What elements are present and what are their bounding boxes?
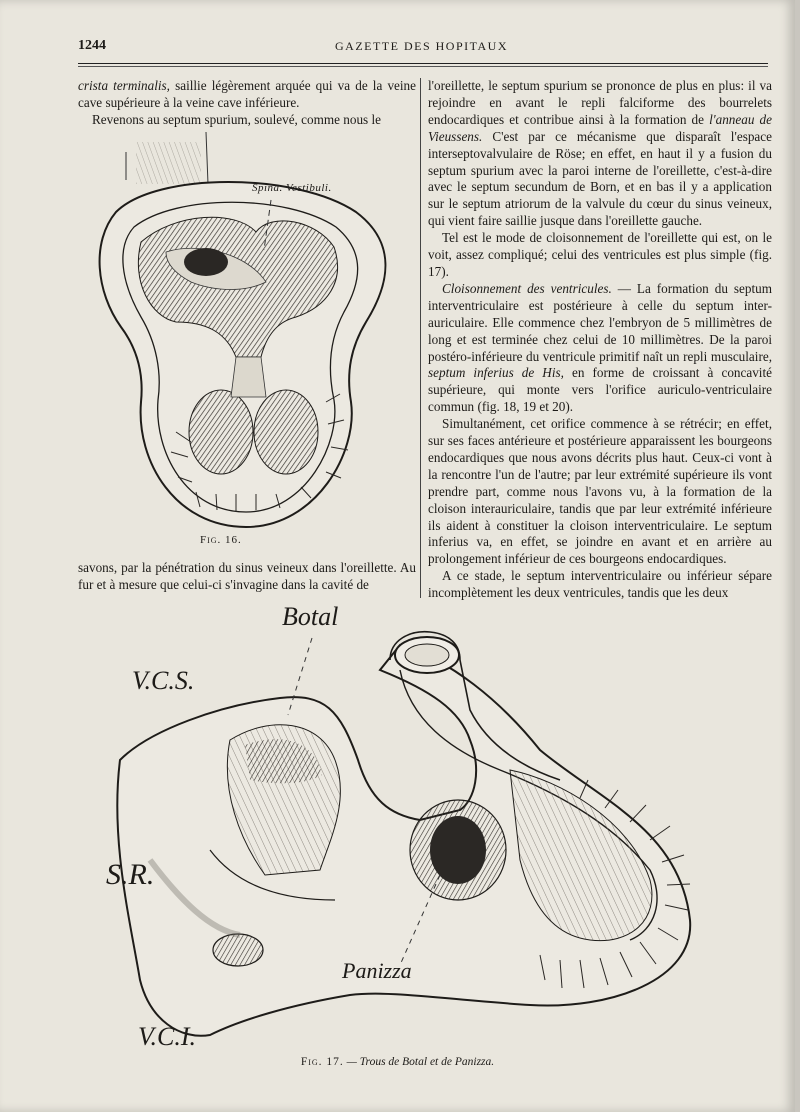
figure-17-label-panizza: Panizza [342,958,412,983]
figure-17-label-vcs: V.C.S. [132,666,195,695]
section-heading-cloisonnement: Cloisonnement des ventricules. [442,280,612,296]
paragraph-savons: savons, par la pénétration du sinus veineux dans l'oreillette. Au fur et à mesure que celui-ci s'invagine dans la cavité de [78,560,416,592]
right-column [428,78,772,602]
paragraph-text: — La formation du septum interventriculaire est postérieure à celle du septum inter-auriculaire. Elle commence chez l'embryon de 5 millimètres de long et est terminée chez celui de 10 millimètres. De la paroi postéro-inférieure du ventricule primitif naît un repli musculaire, [428,280,772,364]
paragraph-text: l'oreillette, le septum spurium se prononce de plus en plus: il va rejoindre en avant le repli falciforme des bourrelets endocardiques et contribue ainsi à la formation de [428,78,772,127]
figure-17-label-botal: Botal [282,602,339,631]
figure-17-caption-text: — Trous de Botal et de Panizza. [343,1056,495,1068]
figure-16-heart-drawing [96,132,396,532]
paragraph-oreillette [428,78,772,230]
paragraph-revenons: Revenons au septum spurium, soulevé, comme nous le [92,111,381,127]
left-column-top [78,78,416,129]
paragraph-a-ce-stade: A ce stade, le septum interventriculaire ou inférieur sépare incomplètement les deux ventricules, tandis que les deux [428,568,772,601]
paragraph-text: en forme de croissant à concavité supérieure, qui monte vers l'orifice auriculo-ventriculaire commun (fig. 18, 19 et 20). [428,365,772,415]
paragraph-cloisonnement [428,281,772,416]
figure-17-label-vci: V.C.I. [138,1022,197,1051]
term-anneau: l'anneau de Vieussens. [428,111,772,144]
term-septum-inferius: septum inferius de His, [428,365,564,381]
paragraph-simultanement: Simultanément, cet orifice commence à se rétrécir; en effet, sur ses faces antérieure et postérieure apparaissent les bourgeons endocardiques que nous avons décrits plus haut. Ceux-ci vont à la rencontre l'un de l'autre; par leur extrémité supérieure ils vont prendre part, comme nous l'avons vu, à la formation de la cloison interauriculaire, tandis que par leur extrémité inférieure ils aident à constituer la cloison interventriculaire. Le septum inferius va, en effet, se joindre en avant et en arrière au prolongement inférieur de ces bourgeons endocardiques. [428,416,772,567]
figure-16-label-spina: Spina. Vestibuli. [252,182,332,194]
column-divider [420,78,421,598]
running-head [78,38,765,56]
paragraph-text: saillie légèrement arquée qui va de la veine cave supérieure à la veine cave inférieure. [78,78,416,110]
header-rule-secondary [78,66,768,67]
journal-title: GAZETTE DES HOPITAUX [334,39,509,53]
page-number: 1244 [78,38,106,53]
figure-17-label-sr: S.R. [106,858,155,891]
paragraph-crista [78,78,416,112]
figure-17-caption-label: Fig. 17. [300,1056,344,1068]
paragraph-text: C'est par ce mécanisme que disparaît l'espace interseptovalvulaire de Röse; en effet, en haut il y a fusion du septum spurium avec la paroi interne de l'oreillette, c'est-à-dire avec le septum secundum de Born, et en bas il y a application sur le septum atriorum de la valvule du cœur du sinus veineux, qui vient faire saillie jusque dans l'oreillette gauche. [428,128,772,229]
paragraph-tel-est: Tel est le mode de cloisonnement de l'oreillette qui est, on le voit, assez compliqué; celui des ventricules est plus simple (fig. 17). [428,230,772,279]
term-crista: crista terminalis, [78,78,170,93]
figure-16-caption: Fig. 16. [200,534,242,546]
left-column-bottom [78,560,416,594]
figure-17-caption [0,1056,795,1068]
header-rule [78,63,768,64]
